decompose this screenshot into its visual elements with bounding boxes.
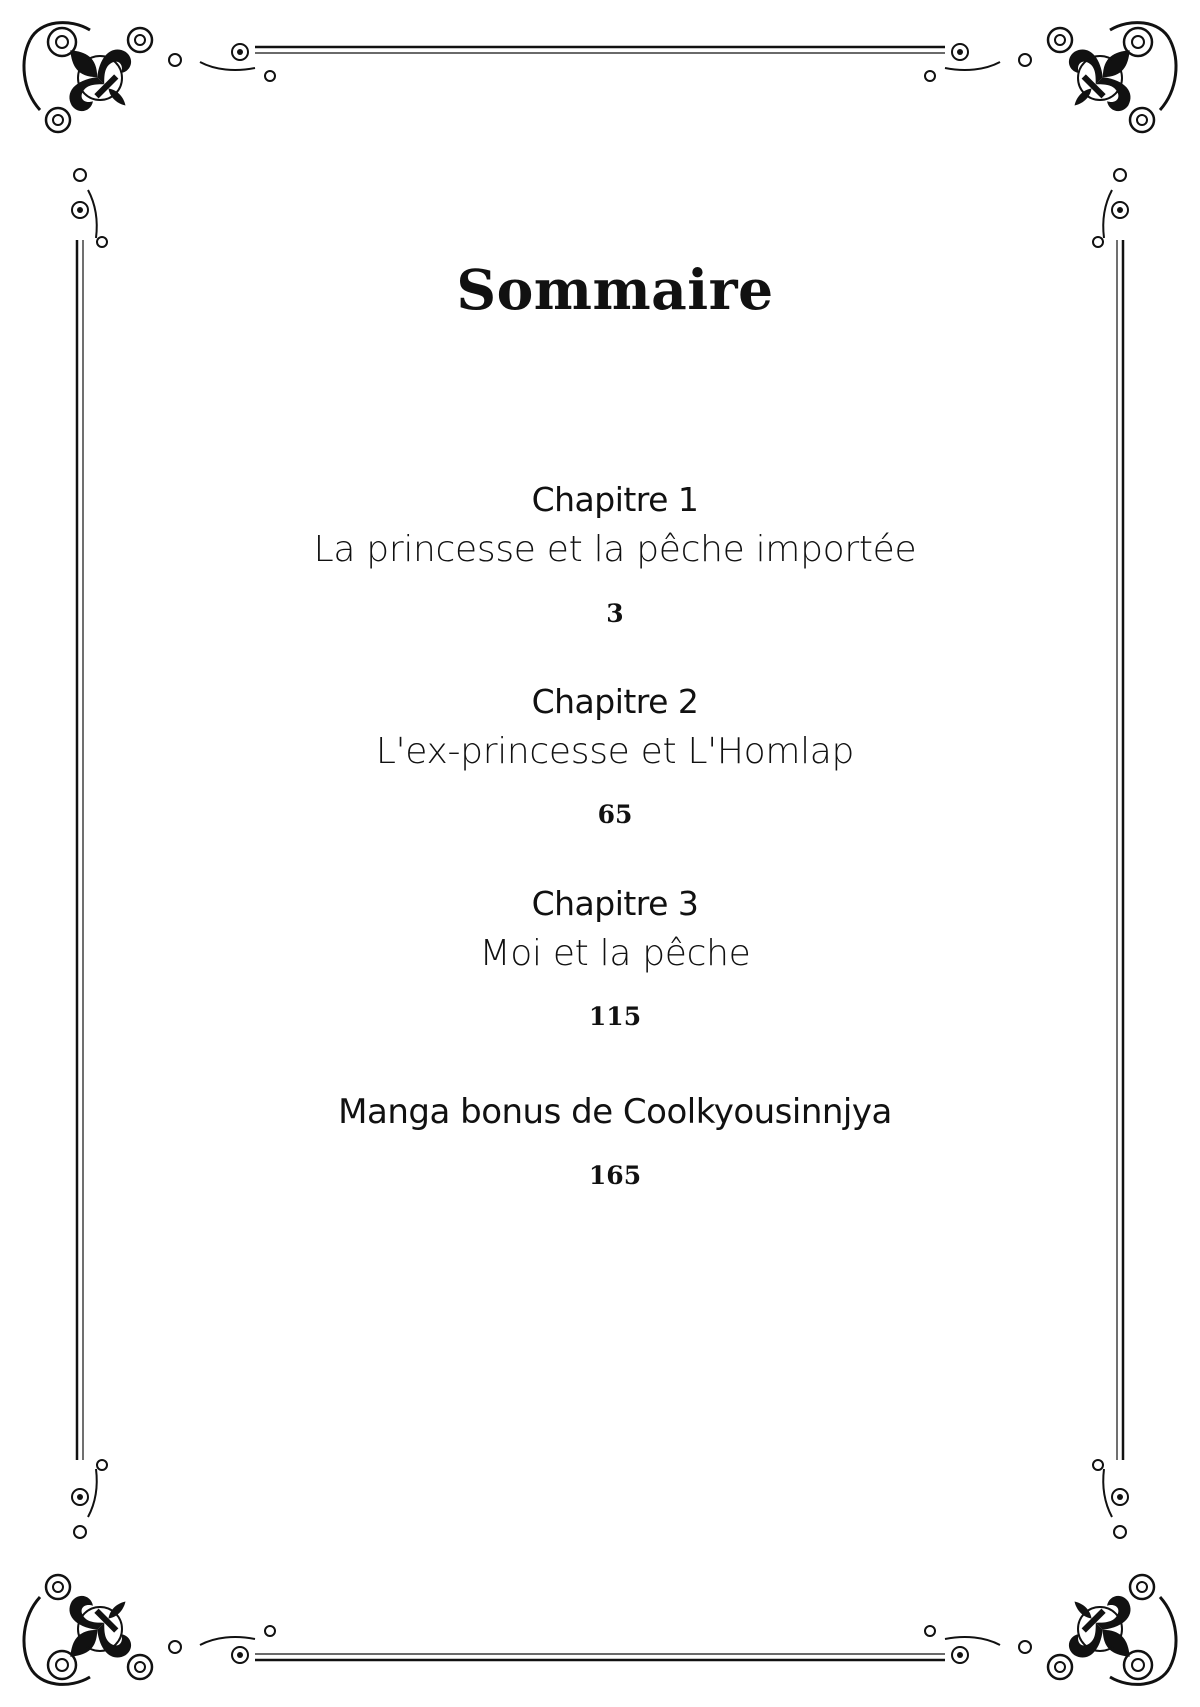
toc-page-number: 165 (588, 1161, 642, 1190)
corner-ornament-bottom-right-icon (925, 1460, 1176, 1684)
toc-chapter-label: Chapitre 3 (531, 884, 699, 923)
corner-ornament-top-right-icon (925, 23, 1176, 247)
toc-chapter-title: L'ex-princesse et L'Homlap (375, 731, 855, 772)
toc-page-number: 3 (606, 599, 624, 628)
toc-chapter-title: Moi et la pêche (479, 933, 751, 974)
toc-page-number: 65 (597, 800, 633, 829)
corner-ornament-bottom-left-icon (24, 1460, 275, 1684)
toc-page-number: 115 (588, 1002, 642, 1031)
toc-chapter-label: Chapitre 2 (531, 682, 699, 721)
corner-ornament-top-left-icon (24, 23, 275, 247)
toc-bonus-title: Manga bonus de Coolkyousinnjya (338, 1092, 892, 1132)
toc-chapter-title: La princesse et la pêche importée (313, 529, 917, 570)
toc-chapter-label: Chapitre 1 (531, 480, 699, 519)
page-title: Sommaire (456, 257, 774, 322)
